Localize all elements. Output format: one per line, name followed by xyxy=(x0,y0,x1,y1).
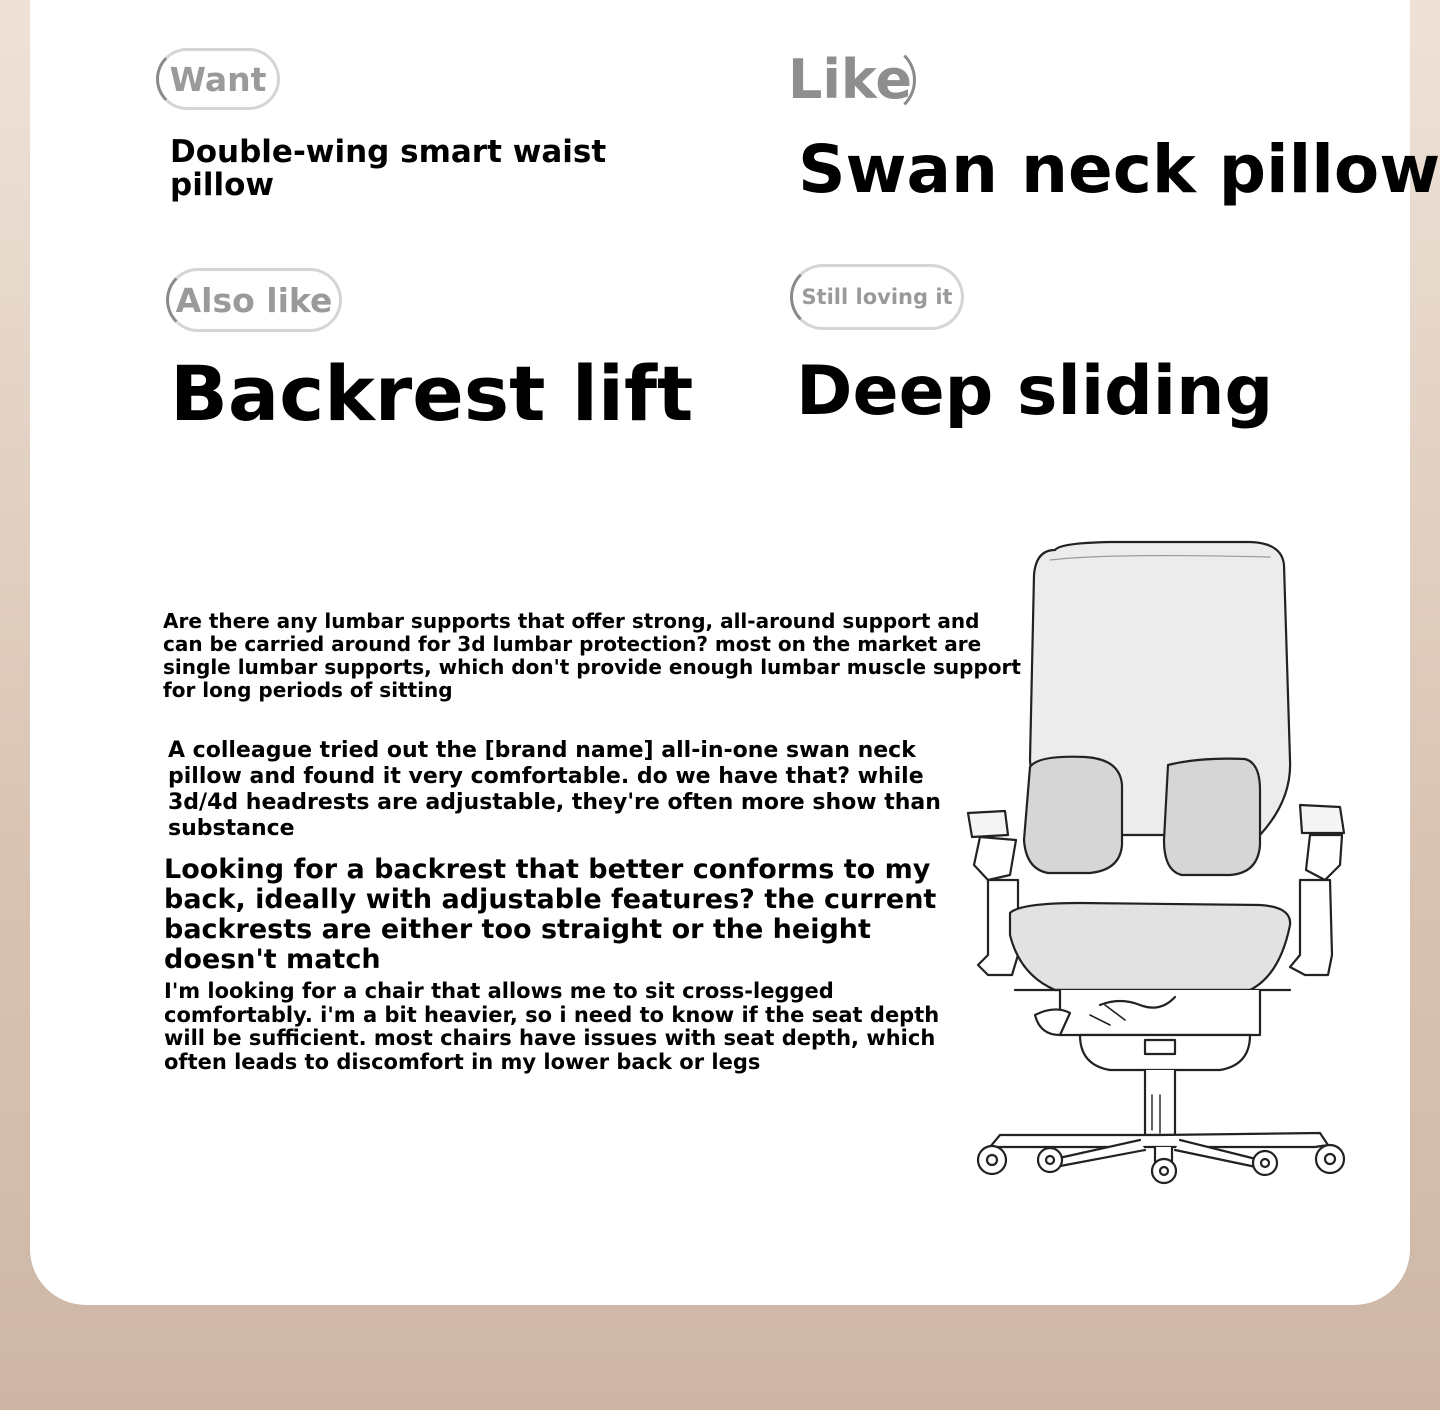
question-seat-depth: I'm looking for a chair that allows me to sit cross-legged comfortably. i'm a bit heavier, so i need to know if the seat depth will be sufficient. most chairs have issues with seat depth, which often leads to discomfort in my lower back or legs xyxy=(164,979,940,1074)
caster xyxy=(978,1146,1006,1174)
tag-also-like: Also like xyxy=(166,268,342,332)
feature-title-deep-sliding: Deep sliding xyxy=(796,352,1274,431)
feature-title-waist-pillow: Double-wing smart waist pillow xyxy=(170,134,607,204)
caster xyxy=(1253,1151,1277,1175)
question-backrest: Looking for a backrest that better conforms to my back, ideally with adjustable features? the current backrests are either too straight or the height doesn't match xyxy=(164,854,937,975)
feature-title-backrest-lift: Backrest lift xyxy=(170,349,694,438)
tag-still-loving-it: Still loving it xyxy=(790,264,964,330)
tag-want: Want xyxy=(156,48,280,110)
caster xyxy=(1038,1148,1062,1172)
question-neck-pillow: A colleague tried out the [brand name] all-in-one swan neck pillow and found it very comfortable. do we have that? while 3d/4d headrests are adjustable, they're often more show than substance xyxy=(168,738,941,841)
seat xyxy=(1010,903,1290,990)
caster xyxy=(1316,1145,1344,1173)
question-lumbar: Are there any lumbar supports that offer strong, all-around support and can be carried around for 3d lumbar protection? most on the market are single lumbar supports, which don't provide enough lumbar muscle support for long periods of sitting xyxy=(163,609,1021,702)
caster xyxy=(1152,1159,1176,1183)
lumbar-pad-right xyxy=(1164,759,1260,875)
lumbar-pad-left xyxy=(1024,757,1122,873)
feature-title-neck-pillow: Swan neck pillow xyxy=(798,131,1440,208)
office-chair-illustration xyxy=(960,535,1360,1185)
tag-like: Like xyxy=(784,44,916,116)
